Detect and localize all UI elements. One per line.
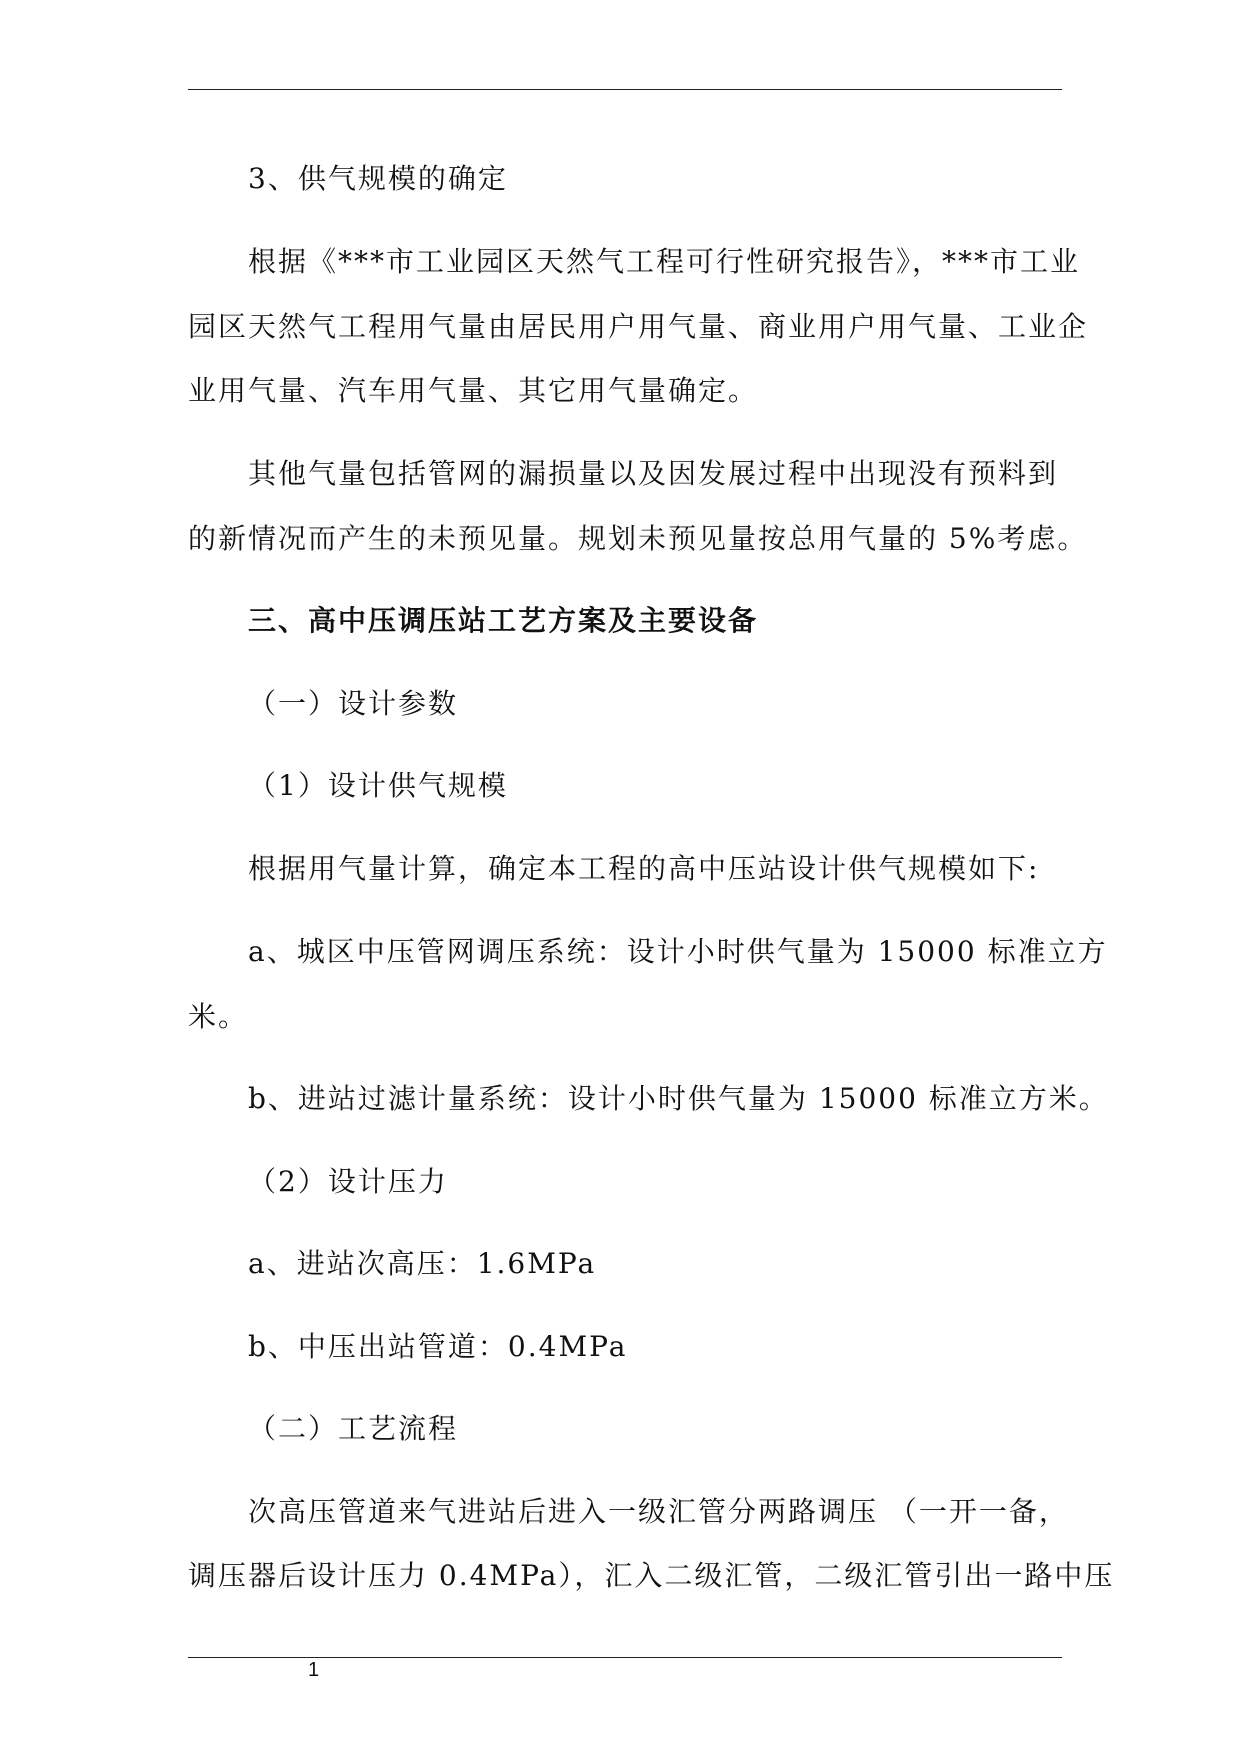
paragraph-line: 调压器后设计压力 0.4MPa），汇入二级汇管，二级汇管引出一路中压	[188, 1559, 1115, 1592]
page-number: 1	[308, 1659, 320, 1681]
section-heading: 三、高中压调压站工艺方案及主要设备	[248, 604, 759, 637]
paragraph-line: b、中压出站管道：0.4MPa	[248, 1330, 628, 1363]
subsection-heading: （2）设计压力	[248, 1165, 448, 1198]
paragraph-line: 米。	[188, 1000, 249, 1033]
paragraph-line: a、城区中压管网调压系统：设计小时供气量为 15000 标准立方	[248, 935, 1108, 968]
paragraph-line: 根据用气量计算，确定本工程的高中压站设计供气规模如下:	[248, 852, 1040, 885]
paragraph-line: 园区天然气工程用气量由居民用户用气量、商业用户用气量、工业企	[188, 310, 1089, 343]
subsection-heading: （二）工艺流程	[248, 1412, 459, 1445]
subsection-heading: （一）设计参数	[248, 687, 459, 720]
paragraph-line: 其他气量包括管网的漏损量以及因发展过程中出现没有预料到	[248, 457, 1059, 490]
header-rule	[188, 89, 1062, 90]
paragraph-line: a、进站次高压：1.6MPa	[248, 1247, 597, 1280]
paragraph-line: 根据《***市工业园区天然气工程可行性研究报告》，***市工业	[248, 245, 1081, 278]
subsection-heading: 3、供气规模的确定	[248, 162, 508, 195]
paragraph-line: 业用气量、汽车用气量、其它用气量确定。	[188, 374, 759, 407]
paragraph-line: 次高压管道来气进站后进入一级汇管分两路调压 （一开一备，	[248, 1495, 1069, 1528]
paragraph-line: 的新情况而产生的未预见量。规划未预见量按总用气量的 5%考虑。	[188, 522, 1088, 555]
paragraph-line: b、进站过滤计量系统：设计小时供气量为 15000 标准立方米。	[248, 1082, 1109, 1115]
subsection-heading: （1）设计供气规模	[248, 769, 508, 802]
